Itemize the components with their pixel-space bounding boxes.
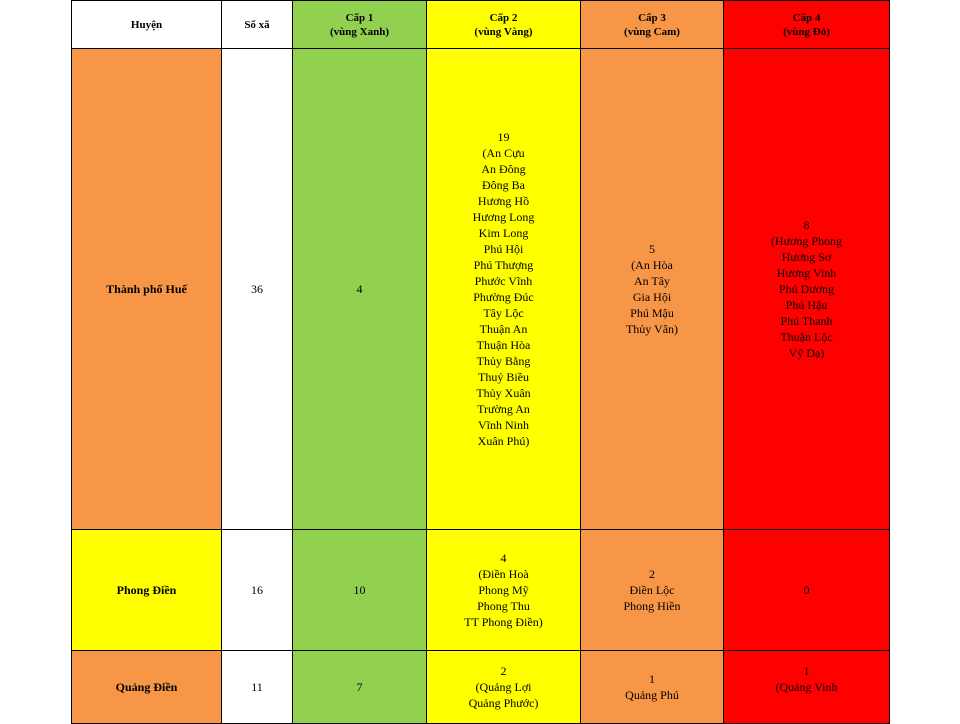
header-commune-count: Số xã bbox=[222, 1, 293, 49]
header-level-3: Cấp 3 (vùng Cam) bbox=[581, 1, 724, 49]
district-text: Quảng Điền bbox=[115, 680, 178, 694]
district-cell: Phong Điền bbox=[72, 530, 222, 651]
district-cell: Thành phố Huế bbox=[72, 49, 222, 530]
level-2-text: 2 (Quảng Lợi Quảng Phước) bbox=[468, 664, 539, 710]
level-4-cell: 8 (Hương Phong Hương Sơ Hương Vinh Phú Dương Phú Hậu Phú Thanh Thuận Lộc Vỹ Dạ) bbox=[724, 49, 890, 530]
level-1-cell: 10 bbox=[293, 530, 427, 651]
header-level-4: Cấp 4 (vùng Đỏ) bbox=[724, 1, 890, 49]
level-3-cell: 2 Điền Lộc Phong Hiền bbox=[581, 530, 724, 651]
level-1-text: 7 bbox=[356, 680, 363, 694]
commune-count-text: 11 bbox=[251, 680, 263, 694]
header-level-1: Cấp 1 (vùng Xanh) bbox=[293, 1, 427, 49]
level-1-cell: 4 bbox=[293, 49, 427, 530]
level-2-cell bbox=[427, 651, 581, 724]
header-level-2: Cấp 2 (vùng Vàng) bbox=[427, 1, 581, 49]
level-4-text: 1 (Quảng Vinh bbox=[775, 664, 838, 694]
level-4-cell: 0 bbox=[724, 530, 890, 651]
level-3-text: 1 Quảng Phú bbox=[625, 672, 679, 702]
table-row bbox=[72, 651, 890, 724]
header-district: Huyện bbox=[72, 1, 222, 49]
district-cell bbox=[72, 651, 222, 724]
table-row bbox=[72, 49, 890, 530]
level-3-cell bbox=[581, 651, 724, 724]
covid-level-table bbox=[71, 0, 890, 724]
level-1-cell bbox=[293, 651, 427, 724]
table-row bbox=[72, 530, 890, 651]
level-2-cell: 19 (An Cựu An Đông Đông Ba Hương Hồ Hương Long Kim Long Phú Hội Phú Thượng Phước Vĩnh Phường Đúc Tây Lộc Thuận An Thuận Hòa Thủy Bằng Thuỷ Biều Thủy Xuân Trường An Vĩnh Ninh Xuân Phú) bbox=[427, 49, 581, 530]
header-row bbox=[72, 1, 890, 49]
level-3-cell: 5 (An Hòa An Tây Gia Hội Phú Mậu Thủy Vân) bbox=[581, 49, 724, 530]
commune-count-cell: 16 bbox=[222, 530, 293, 651]
level-4-cell bbox=[724, 651, 890, 724]
commune-count-cell bbox=[222, 651, 293, 724]
level-2-cell: 4 (Điền Hoà Phong Mỹ Phong Thu TT Phong Điền) bbox=[427, 530, 581, 651]
commune-count-cell: 36 bbox=[222, 49, 293, 530]
